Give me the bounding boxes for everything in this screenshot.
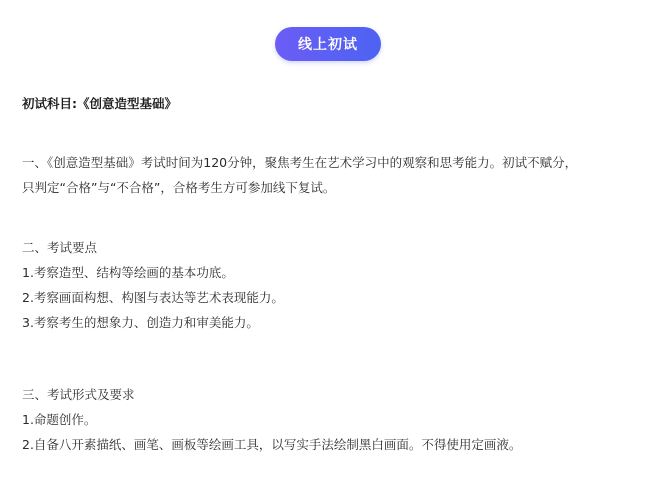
section-exam-format <box>22 382 521 457</box>
intro-line: 只判定“合格”与“不合格”，合格考生方可参加线下复试。 <box>22 180 336 195</box>
list-item: 2.自备八开素描纸、画笔、画板等绘画工具，以写实手法绘制黑白画面。不得使用定画液。 <box>22 437 522 452</box>
section-title-badge <box>275 27 381 61</box>
header-area <box>0 27 656 61</box>
section-title-text: 线上初试 <box>298 37 358 53</box>
section-heading: 三、考试形式及要求 <box>22 387 135 402</box>
list-item: 3.考察考生的想象力、创造力和审美能力。 <box>22 315 259 330</box>
section-heading: 二、考试要点 <box>22 240 98 255</box>
intro-line: 一、《创意造型基础》考试时间为120分钟，聚焦考生在艺术学习中的观察和思考能力。初试不赋分， <box>22 155 578 170</box>
list-item: 1.命题创作。 <box>22 412 97 427</box>
section-exam-points <box>22 235 284 335</box>
section-exam-intro <box>22 150 577 200</box>
exam-subject: 初试科目:《创意造型基础》 <box>22 96 177 111</box>
list-item: 2.考察画面构想、构图与表达等艺术表现能力。 <box>22 290 284 305</box>
list-item: 1.考察造型、结构等绘画的基本功底。 <box>22 265 234 280</box>
